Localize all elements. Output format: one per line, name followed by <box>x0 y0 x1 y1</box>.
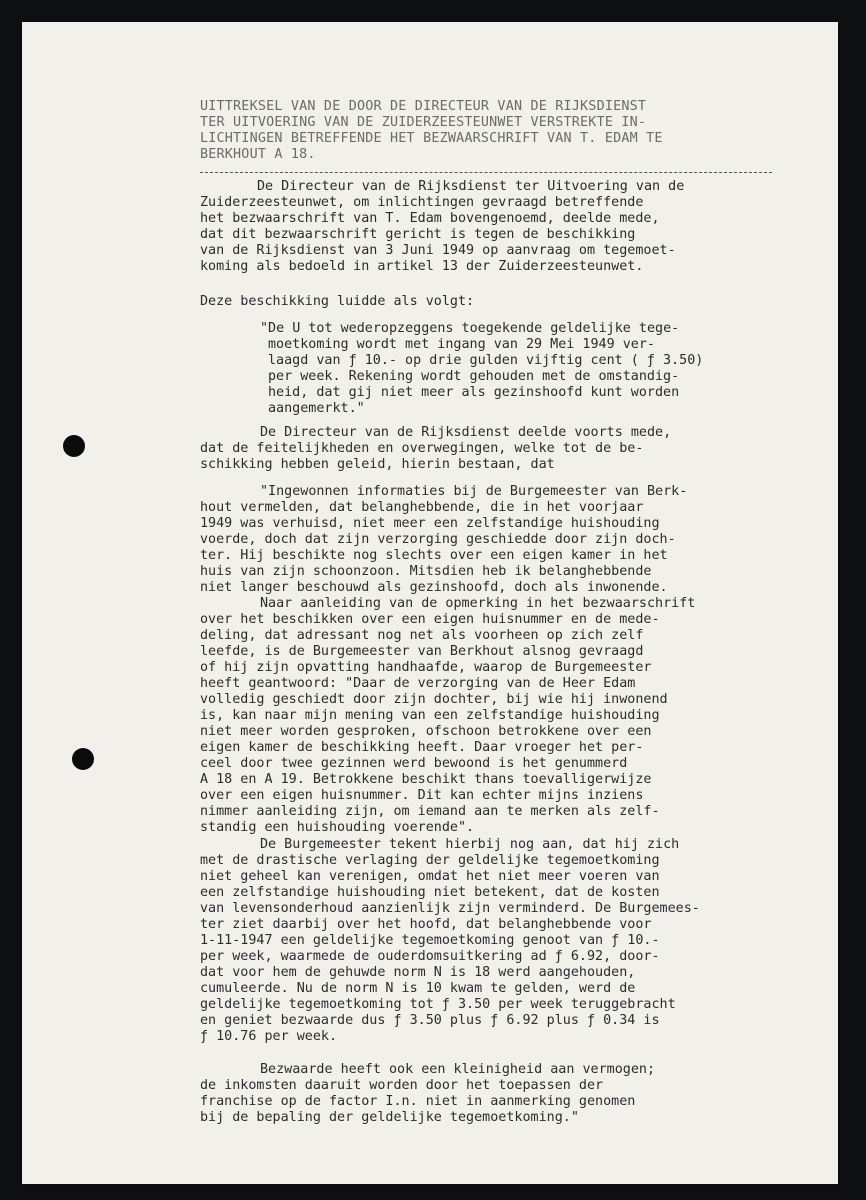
quote-line: laagd van ƒ 10.- op drie gulden vijftig cent ( ƒ 3.50) <box>268 353 704 368</box>
quote-line: hout vermelden, dat belanghebbende, die in het voorjaar <box>200 500 644 515</box>
body-line: niet geheel kan verenigen, omdat het niet meer voeren van <box>200 869 660 884</box>
body-line: of hij zijn opvatting handhaafde, waarop de Burgemeester <box>200 660 652 675</box>
quote-line: aangemerkt." <box>268 401 365 416</box>
dashed-rule <box>200 172 772 173</box>
body-line: standig een huishouding voerende". <box>200 820 475 835</box>
body-line: ƒ 10.76 per week. <box>200 1029 338 1044</box>
body-line: De Directeur van de Rijksdienst ter Uitvoering van de <box>257 179 685 194</box>
body-line: bij de bepaling der geldelijke tegemoetkoming." <box>200 1110 579 1125</box>
heading-line: TER UITVOERING VAN DE ZUIDERZEESTEUNWET VERSTREKTE IN- <box>200 115 647 130</box>
quote-line: "De U tot wederopzeggens toegekende geldelijke tege- <box>260 321 680 336</box>
body-line: cumuleerde. Nu de norm N is 10 kwam te gelden, werd de <box>200 981 636 996</box>
body-line: heeft geantwoord: "Daar de verzorging van de Heer Edam <box>200 676 636 691</box>
body-line: dat de feitelijkheden en overwegingen, welke tot de be- <box>200 441 644 456</box>
quote-line: "Ingewonnen informaties bij de Burgemeester van Berk- <box>260 484 688 499</box>
body-line: het bezwaarschrift van T. Edam bovengenoemd, deelde mede, <box>200 211 660 226</box>
body-line: geldelijke tegemoetkoming tot ƒ 3.50 per week teruggebracht <box>200 997 676 1012</box>
body-line: deling, dat adressant nog net als voorheen op zich zelf <box>200 628 644 643</box>
document-page <box>22 22 838 1184</box>
body-line: met de drastische verlaging der geldelijke tegemoetkoming <box>200 853 660 868</box>
body-line: van de Rijksdienst van 3 Juni 1949 op aanvraag om tegemoet- <box>200 243 676 258</box>
quote-line: heid, dat gij niet meer als gezinshoofd kunt worden <box>268 385 680 400</box>
body-line: ter ziet daarbij over het hoofd, dat belanghebbende voor <box>200 917 652 932</box>
body-line: De Burgemeester tekent hierbij nog aan, dat hij zich <box>260 837 680 852</box>
body-line: en geniet bezwaarde dus ƒ 3.50 plus ƒ 6.92 plus ƒ 0.34 is <box>200 1013 660 1028</box>
heading-line: UITTREKSEL VAN DE DOOR DE DIRECTEUR VAN DE RIJKSDIENST <box>200 99 647 114</box>
body-line: 1-11-1947 een geldelijke tegemoetkoming genoot van ƒ 10.- <box>200 933 660 948</box>
body-line: is, kan naar mijn mening van een zelfstandige huishouding <box>200 708 660 723</box>
body-line: dat dit bezwaarschrift gericht is tegen de beschikking <box>200 227 636 242</box>
body-line: schikking hebben geleid, hierin bestaan, dat <box>200 457 555 472</box>
body-line: een zelfstandige huishouding niet betekent, dat de kosten <box>200 885 660 900</box>
body-line: niet meer worden gesproken, ofschoon betrokkene over een <box>200 724 652 739</box>
quote-line: moetkoming wordt met ingang van 29 Mei 1949 ver- <box>268 337 655 352</box>
quote-line: 1949 was verhuisd, niet meer een zelfstandige huishouding <box>200 516 660 531</box>
body-line: van levensonderhoud aanzienlijk zijn verminderd. De Burgemees- <box>200 901 700 916</box>
body-line: ceel door twee gezinnen werd bewoond is het genummerd <box>200 756 628 771</box>
quote-line: ter. Hij beschikte nog slechts over een eigen kamer in het <box>200 548 668 563</box>
typewritten-text <box>22 22 838 1184</box>
quote-line: niet langer beschouwd als gezinshoofd, doch als inwonende. <box>200 580 668 595</box>
body-line: de inkomsten daaruit worden door het toepassen der <box>200 1078 604 1093</box>
body-line: Deze beschikking luidde als volgt: <box>200 294 475 309</box>
body-line: Zuiderzeesteunwet, om inlichtingen gevraagd betreffende <box>200 195 644 210</box>
body-line: leefde, is de Burgemeester van Berkhout alsnog gevraagd <box>200 644 644 659</box>
body-line: franchise op de factor I.n. niet in aanmerking genomen <box>200 1094 636 1109</box>
heading-line: LICHTINGEN BETREFFENDE HET BEZWAARSCHRIFT VAN T. EDAM TE <box>200 131 663 146</box>
body-line: dat voor hem de gehuwde norm N is 18 werd aangehouden, <box>200 965 636 980</box>
body-line: over een eigen huisnummer. Dit kan echter mijns inziens <box>200 788 644 803</box>
body-line: koming als bedoeld in artikel 13 der Zuiderzeesteunwet. <box>200 259 644 274</box>
heading-line: BERKHOUT A 18. <box>200 147 316 162</box>
quote-line: voerde, doch dat zijn verzorging geschiedde door zijn doch- <box>200 532 676 547</box>
body-line: per week, waarmede de ouderdomsuitkering ad ƒ 6.92, door- <box>200 949 660 964</box>
body-line: Bezwaarde heeft ook een kleinigheid aan vermogen; <box>260 1062 656 1077</box>
body-line: eigen kamer de beschikking heeft. Daar vroeger het per- <box>200 740 644 755</box>
body-line: De Directeur van de Rijksdienst deelde voorts mede, <box>260 425 672 440</box>
body-line: over het beschikken over een eigen huisnummer en de mede- <box>200 612 660 627</box>
quote-line: per week. Rekening wordt gehouden met de omstandig- <box>268 369 680 384</box>
body-line: Naar aanleiding van de opmerking in het bezwaarschrift <box>260 596 696 611</box>
body-line: nimmer aanleiding zijn, om iemand aan te merken als zelf- <box>200 804 660 819</box>
body-line: volledig geschiedt door zijn dochter, bij wie hij inwonend <box>200 692 668 707</box>
quote-line: huis van zijn schoonzoon. Mitsdien heb ik belanghebbende <box>200 564 652 579</box>
body-line: A 18 en A 19. Betrokkene beschikt thans toevalligerwijze <box>200 772 652 787</box>
